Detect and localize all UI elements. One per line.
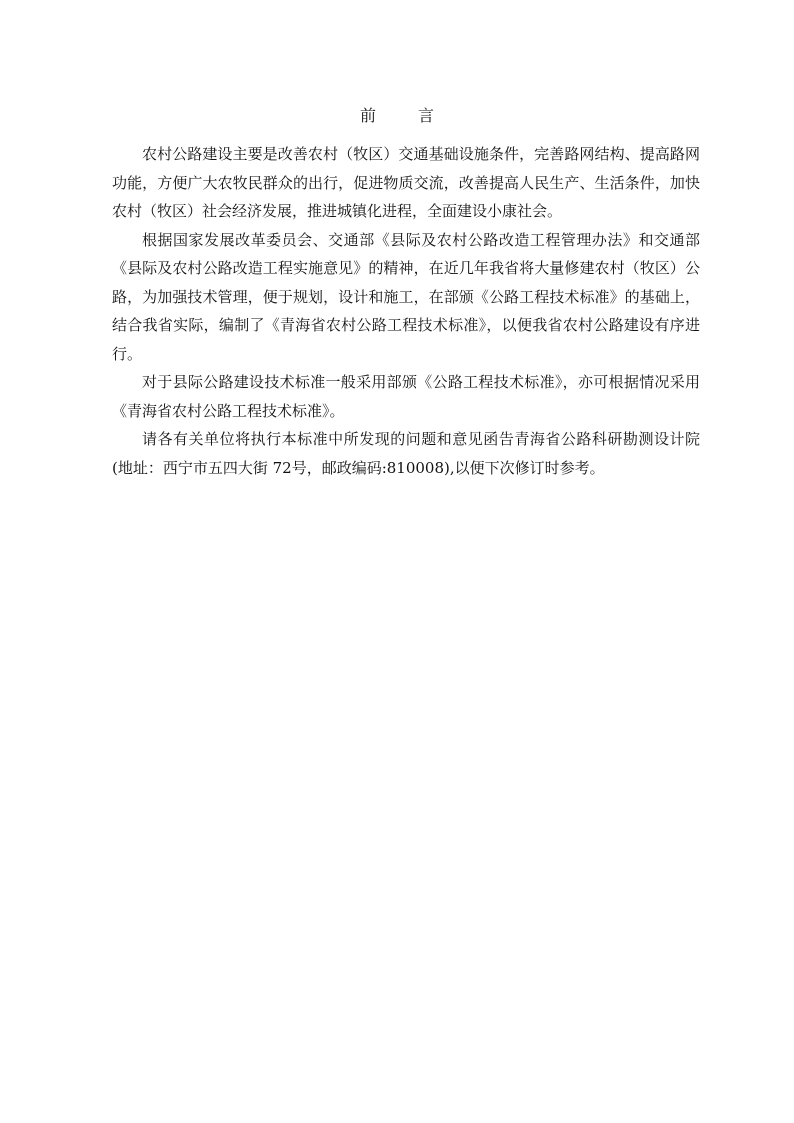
title-char-1: 前: [359, 106, 376, 125]
page-title: [0, 103, 794, 129]
paragraph-4: 请各有关单位将执行本标准中所发现的问题和意见函告青海省公路科研勘测设计院(地址：西宁市五四大街 72号，邮政编码:810008),以便下次修订时参考。: [112, 430, 700, 477]
preface-body: [112, 140, 700, 482]
paragraph-3: 对于县际公路建设技术标准一般采用部颁《公路工程技术标准》，亦可根据情况采用《青海省农村公路工程技术标准》。: [112, 373, 700, 420]
title-char-2: 言: [418, 106, 435, 125]
paragraph-1: 农村公路建设主要是改善农村（牧区）交通基础设施条件，完善路网结构、提高路网功能，方便广大农牧民群众的出行，促进物质交流，改善提高人民生产、生活条件，加快农村（牧区）社会经济发展，推进城镇化进程，全面建设小康社会。: [112, 145, 700, 220]
paragraph-2: 根据国家发展改革委员会、交通部《县际及农村公路改造工程管理办法》和交通部《县际及农村公路改造工程实施意见》的精神，在近几年我省将大量修建农村（牧区）公路，为加强技术管理，便于规划，设计和施工，在部颁《公路工程技术标准》的基础上，结合我省实际，编制了《青海省农村公路工程技术标准》，以便我省农村公路建设有序进行。: [112, 230, 700, 363]
